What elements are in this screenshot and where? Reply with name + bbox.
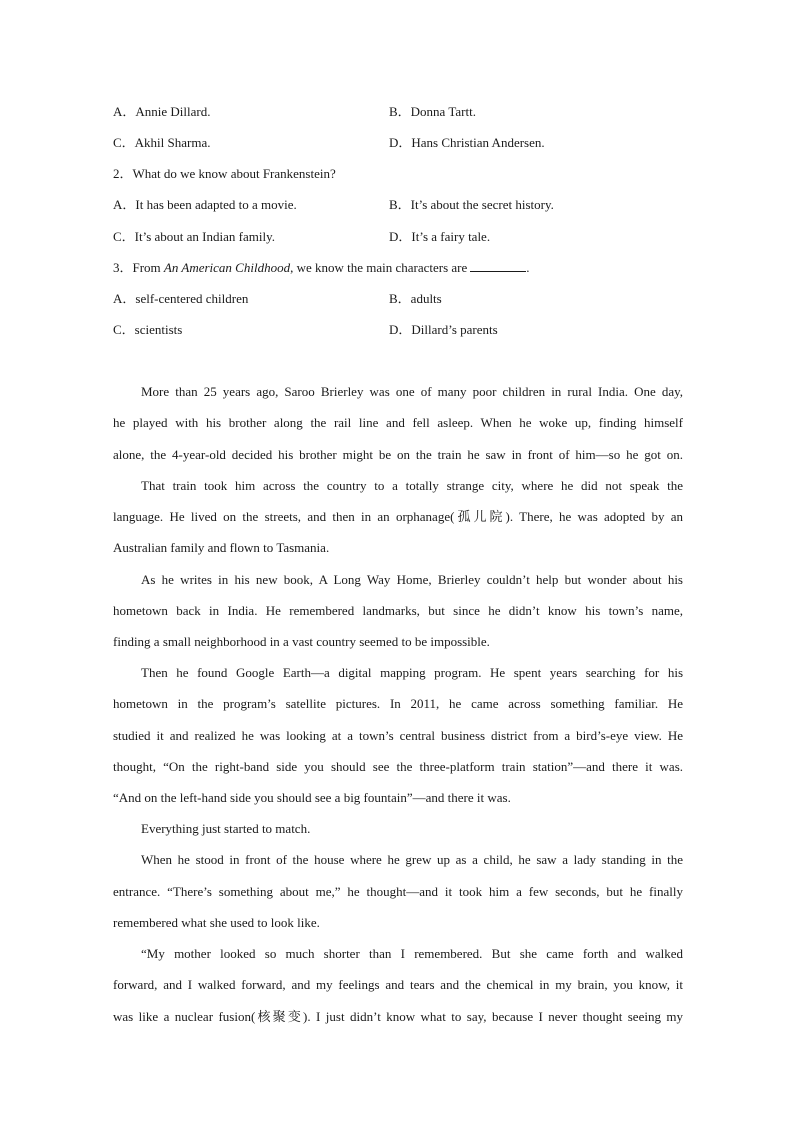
q1-options-row-2 bbox=[113, 133, 683, 153]
q2-options-row-1 bbox=[113, 195, 683, 215]
passage-line: When he stood in front of the house where he grew up as a child, he saw a lady standing in the bbox=[141, 852, 683, 867]
q2-option-b[interactable]: B．It’s about the secret history. bbox=[389, 197, 554, 212]
passage-line: he played with his brother along the rail line and fell asleep. When he woke up, finding himself bbox=[113, 415, 683, 430]
q1-options-row-1 bbox=[113, 102, 683, 122]
q3-stem-text: 3．From An American Childhood, we know the main characters are . bbox=[113, 260, 530, 275]
q1-option-a[interactable]: A．Annie Dillard. bbox=[113, 104, 211, 119]
q2-stem bbox=[113, 164, 683, 184]
passage-line: That train took him across the country to a totally strange city, where he did not speak the bbox=[141, 478, 683, 493]
q3-stem bbox=[113, 258, 683, 278]
passage-line: hometown back in India. He remembered landmarks, but since he didn’t know his town’s name, bbox=[113, 603, 683, 618]
q2-option-a[interactable]: A．It has been adapted to a movie. bbox=[113, 197, 297, 212]
q2-option-d[interactable]: D．It’s a fairy tale. bbox=[389, 229, 491, 244]
q2-option-c[interactable]: C．It’s about an Indian family. bbox=[113, 229, 275, 244]
passage-line: remembered what she used to look like. bbox=[113, 915, 320, 930]
answer-blank[interactable] bbox=[470, 258, 526, 272]
q3-options-row-2 bbox=[113, 320, 683, 340]
q3-option-c[interactable]: C．scientists bbox=[113, 322, 183, 337]
passage-line: forward, and I walked forward, and my feelings and tears and the chemical in my brain, you know, it bbox=[113, 977, 683, 992]
passage-line: “And on the left-hand side you should see a big fountain”—and there it was. bbox=[113, 790, 511, 805]
passage-line: finding a small neighborhood in a vast country seemed to be impossible. bbox=[113, 634, 490, 649]
q1-option-b[interactable]: B．Donna Tartt. bbox=[389, 104, 476, 119]
passage-line: Everything just started to match. bbox=[141, 821, 311, 836]
q3-option-d[interactable]: D．Dillard’s parents bbox=[389, 322, 498, 337]
passage-line: Australian family and flown to Tasmania. bbox=[113, 540, 330, 555]
book-title: An American Childhood bbox=[163, 260, 291, 275]
passage-line: Then he found Google Earth—a digital mapping program. He spent years searching for his bbox=[141, 665, 683, 680]
passage-line: thought, “On the right-band side you should see the three-platform train station”—and there it was. bbox=[113, 759, 683, 774]
q3-option-a[interactable]: A．self-centered children bbox=[113, 291, 249, 306]
passage-line: alone, the 4-year-old decided his brother might be on the train he saw in front of him—so he got on. bbox=[113, 447, 683, 462]
passage-line: “My mother looked so much shorter than I remembered. But she came forth and walked bbox=[141, 946, 683, 961]
passage-line: hometown in the program’s satellite pictures. In 2011, he came across something familiar. He bbox=[113, 696, 683, 711]
q3-option-b[interactable]: B．adults bbox=[389, 291, 442, 306]
q1-option-d[interactable]: D．Hans Christian Andersen. bbox=[389, 135, 545, 150]
passage-line: More than 25 years ago, Saroo Brierley was one of many poor children in rural India. One day, bbox=[141, 384, 683, 399]
passage-line: studied it and realized he was looking at a town’s central business district from a bird’s-eye view. He bbox=[113, 728, 683, 743]
q1-option-c[interactable]: C．Akhil Sharma. bbox=[113, 135, 211, 150]
q2-stem-text: 2．What do we know about Frankenstein? bbox=[113, 166, 336, 181]
passage-line: As he writes in his new book, A Long Way Home, Brierley couldn’t help but wonder about his bbox=[141, 572, 683, 587]
passage-line: entrance. “There’s something about me,” he thought—and it took him a few seconds, but he finally bbox=[113, 884, 683, 899]
passage-line: was like a nuclear fusion(核聚变). I just didn’t know what to say, because I never thought seeing my bbox=[113, 1009, 683, 1024]
q3-options-row-1 bbox=[113, 289, 683, 309]
passage-line: language. He lived on the streets, and then in an orphanage(孤儿院). There, he was adopted by an bbox=[113, 509, 683, 524]
q2-options-row-2 bbox=[113, 227, 683, 247]
